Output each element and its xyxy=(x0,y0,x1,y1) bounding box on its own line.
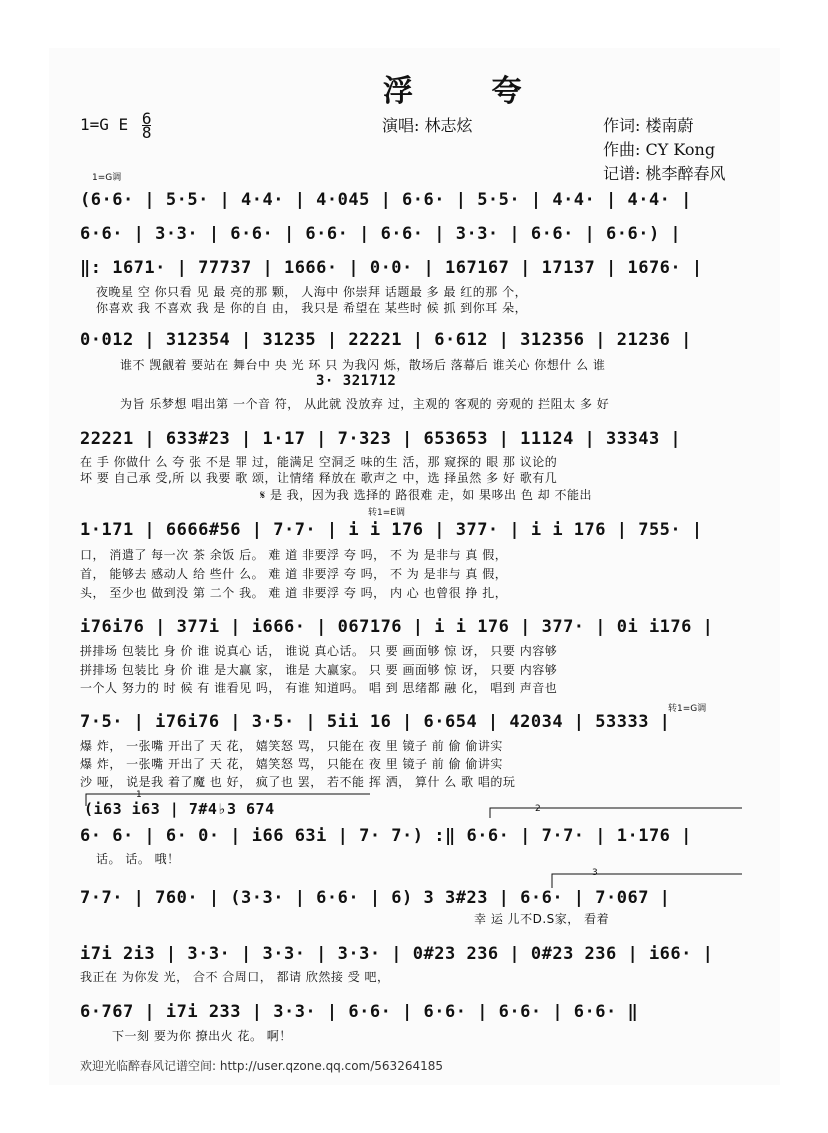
lyric-row-5-verse-3: 𝄋 是 我，因为我 选择的 路很难 走，如 果哆出 色 却 不能出 xyxy=(260,488,592,502)
volta-2-number: 2 xyxy=(535,804,541,814)
score-row-8: 7·5· | i76i76 | 3·5· | 5ii 16 | 6·654 | 42034 | 53333 | xyxy=(80,712,671,732)
lyric-row-12: 下一刻 要为你 撩出火 花。 啊！ xyxy=(112,1029,292,1043)
score-row-3: ‖: 1671· | 77737 | 1666· | 0·0· | 167167 | 17137 | 1676· | xyxy=(80,258,703,278)
score-row-11: i7i 2i3 | 3·3· | 3·3· | 3·3· | 0#23 236 | 0#23 236 | i66· | xyxy=(80,944,714,964)
singer-credit: 演唱: 林志炫 xyxy=(382,116,473,135)
lyric-row-8-verse-3: 沙 哑， 说是我 着了魔 也 好， 疯了也 罢， 若不能 挥 洒， 算什 么 歌 唱的玩 xyxy=(80,775,516,789)
volta-1-number: 1 xyxy=(136,790,142,800)
key-mark-g: 1=G调 xyxy=(92,173,122,183)
score-row-5: 22221 | 633#23 | 1·17 | 7·323 | 653653 | 11124 | 33343 | xyxy=(80,429,682,449)
score-row-4: 0·012 | 312354 | 31235 | 22221 | 6·612 | 312356 | 21236 | xyxy=(80,330,692,350)
key-signature xyxy=(80,109,152,142)
time-denominator: 8 xyxy=(141,123,152,142)
score-row-6: 1·171 | 6666#56 | 7·7· | i i 176 | 377· | i i 176 | 755· | xyxy=(80,520,703,540)
volta-3-line xyxy=(552,874,742,888)
score-row-9-ending: (i63 i63 | 7#4♭3 674 xyxy=(84,800,275,818)
footer-link-text: 欢迎光临醉春风记谱空间: http://user.qzone.qq.com/563264185 xyxy=(80,1059,444,1073)
score-row-7: i76i76 | 377i | i666· | 067176 | i i 176 | 377· | 0i i176 | xyxy=(80,617,714,637)
lyricist-credit: 作词: 楼南蔚 xyxy=(603,116,694,135)
lyric-row-5-verse-2: 坏 要 自己承 受,所 以 我要 歌 颂，让情绪 释放在 歌声之 中，选 择虽然 多 好 歌有几 xyxy=(80,471,558,485)
lyric-row-6-verse-3: 头， 至少也 做到没 第 二个 我。 难 道 非要浮 夸 吗， 内 心 也曾很 挣 扎， xyxy=(80,586,508,600)
composer-credit: 作曲: CY Kong xyxy=(603,140,716,159)
score-row-1: (6·6· | 5·5· | 4·4· | 4·045 | 6·6· | 5·5· | 4·4· | 4·4· | xyxy=(80,190,692,210)
lyric-row-9: 话。 话。 哦！ xyxy=(96,852,180,866)
time-numerator: 6 xyxy=(141,109,152,128)
lyric-row-6-verse-1: 口， 消遣了 每一次 茶 余饭 后。 难 道 非要浮 夸 吗， 不 为 是非与 真 假， xyxy=(80,548,508,562)
key-change-g: 转1=G调 xyxy=(668,704,707,714)
score-row-9: 6· 6· | 6· 0· | i66 63i | 7· 7·) :‖ 6·6· | 7·7· | 1·176 | xyxy=(80,826,692,846)
key-text: 1=G E xyxy=(80,115,129,134)
lyric-row-6-verse-2: 首， 能够去 感动人 给 些什 么。 难 道 非要浮 夸 吗， 不 为 是非与 真 假， xyxy=(80,567,508,581)
lyric-row-10: 幸 运 儿不D.S家， 看着 xyxy=(474,912,610,926)
lyric-row-8-verse-1: 爆 炸， 一张嘴 开出了 天 花， 嬉笑怒 骂， 只能在 夜 里 镜子 前 偷 偷讲实 xyxy=(80,739,503,753)
lyric-row-8-verse-2: 爆 炸， 一张嘴 开出了 天 花， 嬉笑怒 骂， 只能在 夜 里 镜子 前 偷 偷讲实 xyxy=(80,757,503,771)
score-row-12: 6·767 | i7i 233 | 3·3· | 6·6· | 6·6· | 6·6· | 6·6· ‖ xyxy=(80,1002,639,1022)
score-row-4-alt: 3· 321712 xyxy=(316,373,397,389)
time-signature xyxy=(141,109,152,142)
key-change-e: 转1=E调 xyxy=(368,508,405,518)
lyric-row-3-verse-1: 夜晚星 空 你只看 见 最 亮的那 颗， 人海中 你崇拜 话题最 多 最 红的那 个， xyxy=(96,285,528,299)
lyric-row-3-verse-2: 你喜欢 我 不喜欢 我 是 你的自 由， 我只是 希望在 某些时 候 抓 到你耳 朵， xyxy=(96,301,528,315)
score-row-2: 6·6· | 3·3· | 6·6· | 6·6· | 6·6· | 3·3· | 6·6· | 6·6·) | xyxy=(80,224,682,244)
lyric-row-5-verse-1: 在 手 你做什 么 夸 张 不是 罪 过，能满足 空洞乏 味的生 活，那 窥探的 眼 那 议论的 xyxy=(80,455,558,469)
lyric-row-4-verse-1: 谁不 觊觎着 要站在 舞台中 央 光 环 只 为我闪 烁，散场后 落幕后 谁关心 你想什 么 谁 xyxy=(120,358,606,372)
lyric-row-7-verse-3: 一个人 努力的 时 候 有 谁看见 吗， 有谁 知道吗。 唱 到 思绪都 融 化， 唱到 声音也 xyxy=(80,681,558,695)
volta-2-line xyxy=(490,808,742,818)
transcriber-credit: 记谱: 桃李醉春风 xyxy=(603,164,726,183)
lyric-row-4-verse-2: 为旨 乐梦想 唱出第 一个音 符， 从此就 没放弃 过，主观的 客观的 旁观的 拦阻太 多 好 xyxy=(120,397,610,411)
lyric-row-11: 我正在 为你发 光， 合不 合周口， 都请 欣然接 受 吧， xyxy=(80,970,390,984)
score-row-10: 7·7· | 760· | (3·3· | 6·6· | 6) 3 3#23 | 6·6· | 7·067 | xyxy=(80,888,671,908)
lyric-row-7-verse-1: 拼排场 包装比 身 价 谁 说真心 话， 谁说 真心话。 只 要 画面够 惊 讶， 只要 内容够 xyxy=(80,644,558,658)
song-title: 浮 夸 xyxy=(383,74,556,109)
volta-3-number: 3 xyxy=(592,868,598,878)
lyric-row-7-verse-2: 拼排场 包装比 身 价 谁 是大赢 家， 谁是 大赢家。 只 要 画面够 惊 讶， 只要 内容够 xyxy=(80,663,558,677)
